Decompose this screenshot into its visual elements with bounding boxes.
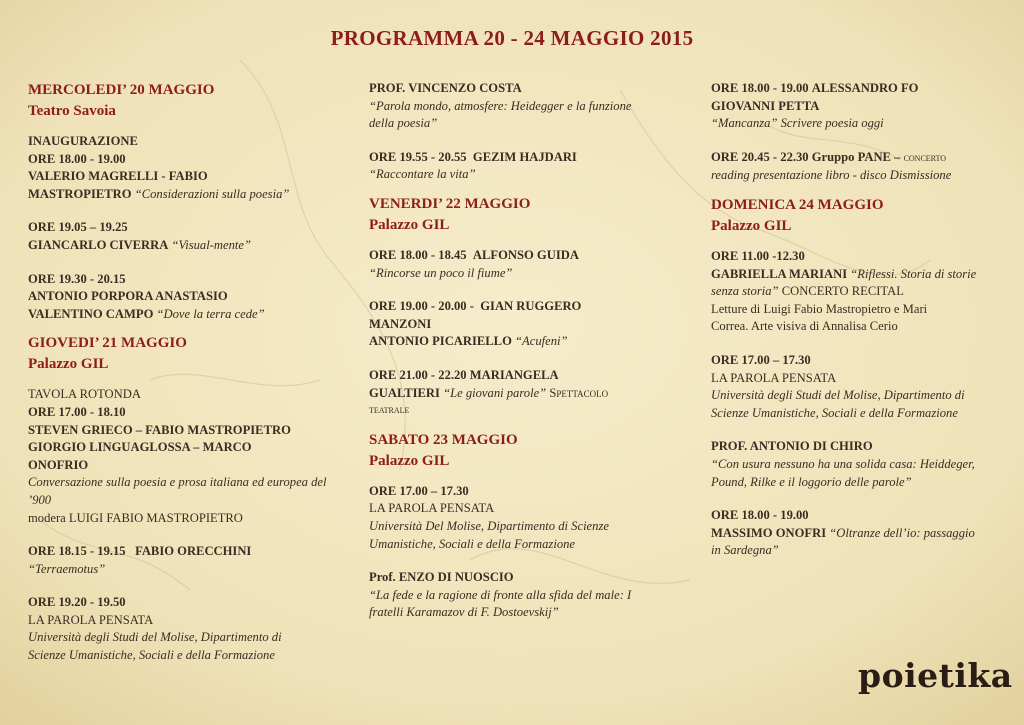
event-speaker: GABRIELLA MARIANI [711,266,848,281]
event-work: “Terraemotus” [28,561,106,576]
event-block [369,298,669,351]
event-time: ORE 19.20 - 19.50 [28,595,126,610]
event-label: TAVOLA ROTONDA [28,387,141,402]
event-note: Correa. Arte visiva di Annalisa Cerio [711,319,898,334]
venue-heading: Palazzo GIL [711,217,792,234]
event-label: LA PAROLA PENSATA [369,501,495,516]
event-block [711,352,1003,422]
event-work: “Rincorse un poco il fiume” [369,265,513,280]
event-speaker: ANTONIO PICARIELLO [369,334,512,349]
event-time: ORE 17.00 – 17.30 [369,483,469,498]
event-speaker: GIANCARLO CIVERRA [28,237,169,252]
event-block [369,367,669,420]
day-heading: SABATO 23 MAGGIO [369,431,518,448]
venue-heading: Teatro Savoia [28,103,116,119]
column-left [28,80,328,681]
event-work: senza storia” [711,284,779,299]
event-block [28,594,328,664]
event-institution: Università degli Studi del Molise, Dipartimento di [711,388,965,403]
event-work: “Visual-mente” [171,237,251,252]
event-time: ORE 18.15 - 19.15 [28,544,126,559]
page-title: PROGRAMMA 20 - 24 MAGGIO 2015 [330,26,694,50]
event-block [369,149,669,184]
event-time: ORE 19.00 - 20.00 - [369,299,474,314]
event-block [28,133,328,203]
event-genre: Spettacolo [549,385,609,400]
event-genre: concerto [903,151,947,164]
venue-heading: Palazzo GIL [28,356,109,373]
event-work: in Sardegna” [711,543,779,558]
column-right [711,80,1003,576]
day-heading: VENERDI’ 22 MAGGIO [369,195,531,212]
event-block [369,483,669,553]
event-block [369,80,669,133]
event-speaker: Gruppo PANE – [811,149,901,164]
event-time: ORE 11.00 -12.30 [711,248,805,263]
event-work: “Dove la terra cede” [156,306,265,321]
event-block [28,386,328,527]
event-institution: Umanistiche, Sociali e della Formazione [369,536,576,551]
event-work: “La fede e la ragione di fronte alla sfida del male: I [369,587,632,602]
event-work: fratelli Karamazov di F. Dostoevskij” [369,605,559,620]
day-heading: GIOVEDI’ 21 MAGGIO [28,335,187,352]
venue-heading: Palazzo GIL [369,216,450,233]
event-work: Pound, Rilke e il loggorio delle parole” [711,474,912,489]
event-institution: Università Del Molise, Dipartimento di Scienze [369,518,609,533]
event-work: “Riflessi. Storia di storie [850,266,977,281]
event-time: ORE 17.00 – 17.30 [711,352,811,367]
event-speaker: VALERIO MAGRELLI - FABIO [28,169,208,184]
event-work: “Con usura nessuno ha una solida casa: Heiddeger, [711,456,975,471]
event-speaker: MANZONI [369,316,432,331]
event-work: “Mancanza” Scrivere poesia oggi [711,116,884,131]
event-speaker: ALFONSO GUIDA [472,247,579,262]
event-speaker: FABIO ORECCHINI [135,544,252,559]
event-speaker: MARIANGELA [469,367,559,382]
event-time: ORE 18.00 - 19.00 [711,508,809,523]
event-work: Conversazione sulla poesia e prosa italiana ed europea del [28,475,327,490]
event-block [711,149,1003,185]
event-speaker: PROF. VINCENZO COSTA [369,81,522,95]
event-work: reading presentazione libro - disco Dismissione [711,168,952,183]
event-time: ORE 19.30 - 20.15 [28,271,126,286]
event-work: “Le giovani parole” [443,385,547,400]
event-time: ORE 21.00 - 22.20 [369,367,467,382]
event-work: “Considerazioni sulla poesia” [134,186,290,201]
event-block [28,543,328,578]
event-work: “Parola mondo, atmosfere: Heidegger e la funzione [369,98,632,113]
event-speaker: ANTONIO PORPORA ANASTASIO [28,289,228,304]
event-speaker: GEZIM HAJDARI [472,149,577,164]
event-speaker: STEVEN GRIECO – FABIO MASTROPIETRO [28,422,291,437]
event-time: ORE 18.00 - 19.00 [28,151,126,166]
event-speaker: GIOVANNI PETTA [711,98,820,113]
event-speaker: GUALTIERI [369,385,440,400]
event-institution: Università degli Studi del Molise, Dipartimento di [28,630,282,645]
event-speaker: PROF. ANTONIO DI CHIRO [711,439,873,454]
event-block [369,247,669,282]
event-time: ORE 18.00 - 18.45 [369,247,467,262]
event-label: INAUGURAZIONE [28,134,138,148]
event-speaker: GIORGIO LINGUAGLOSSA – MARCO [28,440,252,455]
event-time: ORE 19.05 – 19.25 [28,220,128,235]
event-block [711,80,1003,133]
event-institution: Scienze Umanistiche, Sociali e della Formazione [711,405,958,420]
event-block [711,438,1003,491]
event-speaker: ONOFRIO [28,457,89,472]
event-block [711,248,1003,336]
event-time: ORE 17.00 - 18.10 [28,404,126,419]
event-speaker: MASTROPIETRO [28,186,132,201]
event-speaker: ALESSANDRO FO [811,81,919,95]
event-speaker: MASSIMO ONOFRI [711,525,827,540]
event-block [369,569,669,622]
event-work: ’900 [28,492,52,507]
event-block [28,219,328,254]
event-label: LA PAROLA PENSATA [28,612,154,627]
event-note: Letture di Luigi Fabio Mastropietro e Mari [711,301,928,316]
event-speaker: VALENTINO CAMPO [28,306,154,321]
event-genre: teatrale [369,404,410,417]
column-middle [369,80,669,638]
event-speaker: GIAN RUGGERO [480,299,582,314]
day-heading: DOMENICA 24 MAGGIO [711,196,884,213]
event-work: “Acufeni” [515,334,568,349]
event-time: ORE 20.45 - 22.30 [711,149,809,164]
event-work: “Oltranze dell’io: passaggio [829,525,975,540]
event-speaker: Prof. ENZO DI NUOSCIO [369,570,514,585]
venue-heading: Palazzo GIL [369,452,450,469]
event-work: “Raccontare la vita” [369,167,476,182]
event-genre: CONCERTO RECITAL [781,284,904,299]
event-block [711,507,1003,560]
event-moderator: modera LUIGI FABIO MASTROPIETRO [28,510,243,525]
event-time: ORE 19.55 - 20.55 [369,149,467,164]
event-label: LA PAROLA PENSATA [711,370,837,385]
event-time: ORE 18.00 - 19.00 [711,81,809,95]
poietika-logo: poietika [858,656,1013,695]
event-institution: Scienze Umanistiche, Sociali e della Formazione [28,648,275,663]
day-heading: MERCOLEDI’ 20 MAGGIO [28,82,215,98]
event-block [28,271,328,324]
event-work: della poesia” [369,116,438,131]
